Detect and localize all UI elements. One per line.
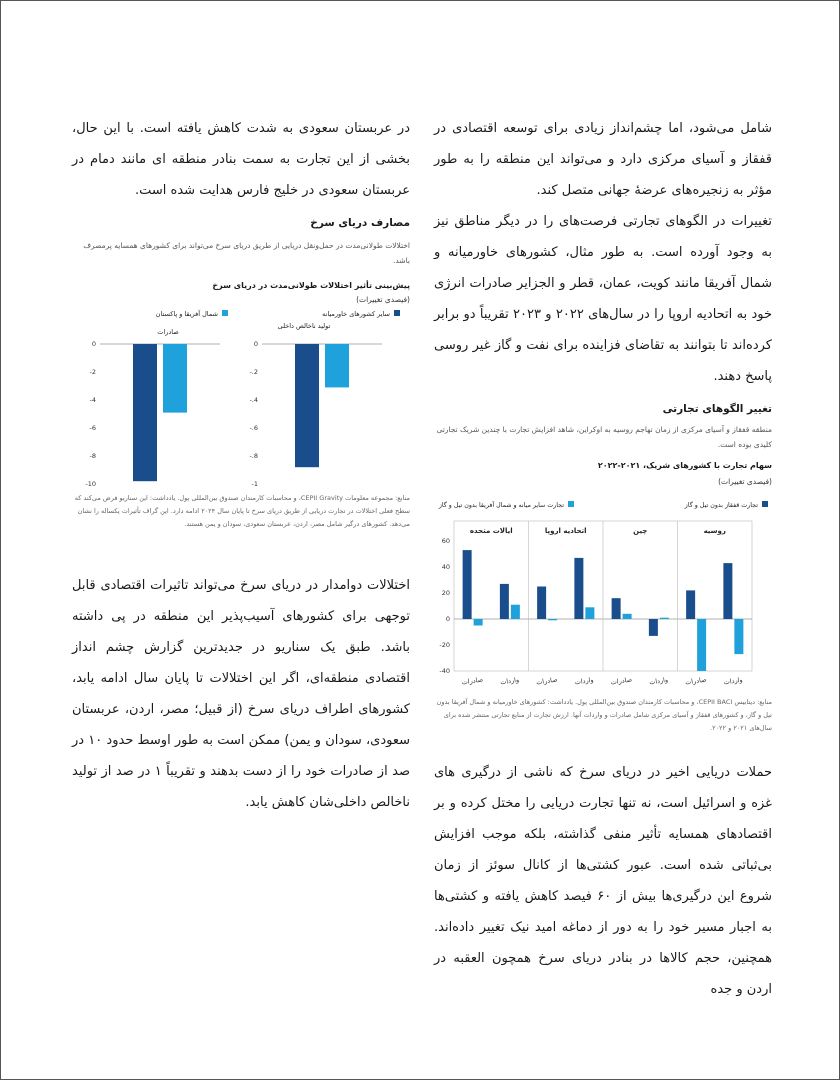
y-tick-label: -20: [439, 641, 450, 649]
y-tick-label: 60: [441, 537, 450, 545]
bar: [500, 584, 509, 619]
y-tick-label: -2: [89, 368, 96, 376]
y-tick-label: -.6: [249, 424, 258, 432]
legend-swatch: [394, 310, 400, 316]
x-tick-label: صادرات: [684, 675, 708, 687]
x-tick-label: صادرات: [461, 675, 484, 687]
x-tick-label: واردات: [499, 675, 520, 687]
y-tick-label: -10: [85, 480, 96, 488]
red-sea-figure-subtitle: اختلالات طولانی‌مدت در حمل‌ونقل دریایی از طریق دریای سرخ می‌تواند برای کشورهای همسایه پرمصرف باشد.: [83, 241, 410, 265]
x-tick-label: واردات: [648, 675, 669, 687]
paragraph-right-trade: تغییرات در الگوهای تجارتی فرصت‌های را در دیگر مناطق نیز به وجود آورده است. به طور مثال، کشورهای خاورمیانه و شمال آفریقا مانند کویت، عمان، قطر و الجزایر صادرات انرژی خود به اتحادیه اروپا را در سال‌های ۲۰۲۲ و ۲۰۲۳ تقریباً دو برابر کرده‌اند تا بتوانند به تقاضای فزاینده برای نفت و گاز غیر روسی پاسخ دهند.: [434, 214, 773, 384]
trade-figure-subtitle: منطقه قفقاز و آسیای مرکزی از زمان تهاجم روسیه به اوکراین، شاهد افزایش تجارت با چندین شریک تجارتی کلیدی بوده است.: [436, 425, 772, 449]
x-tick-label: واردات: [723, 675, 744, 687]
group-label: روسیه: [703, 527, 726, 535]
red-sea-chart-unit: (فیصدی تغییرات): [356, 295, 410, 304]
trade-chart-title: سهام تجارت با کشورهای شریک، ۲۰۲۱-۲۰۲۲: [597, 461, 772, 470]
bar: [697, 619, 706, 671]
paragraph-left-top: در عربستان سعودی به شدت کاهش یافته است. با این حال، بخشی از این تجارت به سمت بنادر منطقه ای مانند دمام در عربستان سعودی در خلیج فارس هدایت شده است.: [72, 121, 410, 198]
paragraph-right-top: شامل می‌شود، اما چشم‌انداز زیادی برای توسعه اقتصادی در قفقاز و آسیای مرکزی دارد و می‌تواند این منطقه را به طور مؤثر به زنجیره‌های عرضهٔ جهانی متصل کند.: [434, 121, 772, 198]
bar: [548, 619, 557, 620]
bar: [163, 344, 187, 413]
x-tick-label: صادرات: [610, 675, 633, 687]
y-tick-label: -.8: [249, 452, 258, 460]
group-label: چین: [633, 527, 648, 535]
trade-source-note: منابع: دیتابیس CEPII BACI، و محاسبات کارمندان صندوق بین‌المللی پول. یادداشت: کشورهای خاورمیانه و شمال آفریقا بدون تیل و گاز، و کشورهای قفقاز و آسیای مرکزی شامل صادرات و واردات آنها. ارزش تجارت از منابع تجارتی منتشر شده برای سال‌های ۲۰۲۱ و ۲۰۲۲.: [436, 698, 772, 732]
bar: [660, 618, 669, 619]
bar: [649, 619, 658, 636]
bar: [463, 550, 472, 619]
y-tick-label: -1: [251, 480, 258, 488]
y-tick-label: -40: [439, 667, 450, 675]
group-label: ایالات متحده: [469, 527, 513, 535]
legend-label: شمال آفریقا و پاکستان: [155, 310, 218, 318]
legend-swatch: [568, 501, 574, 507]
y-tick-label: 40: [441, 563, 450, 571]
y-tick-label: -.4: [249, 396, 258, 404]
red-sea-chart: [72, 306, 410, 494]
legend-swatch: [762, 501, 768, 507]
legend-label: تجارت قفقاز بدون تیل و گاز: [684, 502, 758, 509]
y-tick-label: 0: [445, 615, 450, 623]
bar: [734, 619, 743, 654]
bar: [585, 607, 594, 619]
panel-subtitle: صادرات: [157, 328, 179, 336]
bar: [474, 619, 483, 626]
y-tick-label: -.2: [249, 368, 258, 376]
bar: [623, 614, 632, 619]
legend-swatch: [222, 310, 228, 316]
bar: [612, 598, 621, 619]
y-tick-label: 0: [253, 340, 258, 348]
paragraph-left-mid: اختلالات دوامدار در دریای سرخ می‌تواند تاثیرات اقتصادی قابل توجهی برای کشورهای آسیب‌پذیر این منطقه در پی داشته باشد. طبق یک سناریو در جدیدترین گزارش چشم انداز اقتصادی منطقه‌ای، اگر این اختلالات تا پایان سال ادامه یابد، کشورهای اطراف دریای سرخ (از قبیل؛ مصر، اردن، عربستان سعودی، سودان و یمن) ممکن است به طور اوسط حدود ۱۰ در صد از صادرات خود را از دست بدهند و تقریباً ۱ در صد از تولید ناخالص داخلی‌شان کاهش یابد.: [72, 578, 411, 810]
bar: [537, 587, 546, 620]
red-sea-figure-title: مصارف دریای سرخ: [310, 217, 410, 229]
red-sea-source-note: منابع: مجموعه معلومات CEPII Gravity، و محاسبات کارمندان صندوق بین‌المللی پول. یادداشت: این سناریو فرض می‌کند که سطح فعلی اختلالات در تجارت دریایی از طریق دریای سرخ تا پایان سال ۲۰۲۴ ادامه دارد. این گراف تأثیرات یکساله را نشان می‌دهد. کشورهای درگیر شامل مصر، اردن، عربستان سعودی، سودان و یمن هستند.: [74, 494, 410, 528]
red-sea-chart-title: پیش‌بینی تأثیر اختلالات طولانی‌مدت در دریای سرخ: [212, 281, 410, 290]
group-label: اتحادیه اروپا: [544, 527, 587, 535]
bar: [325, 344, 349, 387]
y-tick-label: 0: [91, 340, 96, 348]
y-tick-label: -6: [89, 424, 96, 432]
y-tick-label: 20: [441, 589, 450, 597]
trade-chart-unit: (فیصدی تغییرات): [718, 477, 772, 486]
legend-label: تجارت سایر میانه و شمال آفریقا بدون تیل و گاز: [438, 502, 564, 509]
bar: [511, 605, 520, 619]
paragraph-right-bottom: حملات دریایی اخیر در دریای سرخ که ناشی از درگیری های غزه و اسرائیل است، نه تنها تجارت دریایی را مختل کرده و بر اقتصادهای همسایه تأثیر منفی گذاشته، بلکه موجب افزایش بی‌ثباتی شده است. عبور کشتی‌ها از کانال سوئز از زمان شروع این درگیری‌ها بیش از ۶۰ فیصد کاهش یافته و کشتی‌ها به اجبار مسیر خود را به دور از دماغه امید نیک تغییر داده‌اند. همچنین، حجم کالاها در بنادر دریای سرخ همچون العقبه در اردن و جده: [434, 765, 772, 997]
bar: [723, 563, 732, 619]
y-tick-label: -8: [89, 452, 96, 460]
panel-subtitle: تولید ناخالص داخلی: [277, 322, 331, 330]
y-tick-label: -4: [89, 396, 96, 404]
bar: [574, 558, 583, 619]
x-tick-label: صادرات: [535, 675, 559, 687]
bar: [686, 590, 695, 619]
trade-chart: [434, 495, 772, 695]
x-tick-label: واردات: [574, 675, 595, 687]
legend-label: سایر کشورهای خاورمیانه: [322, 310, 390, 318]
trade-figure-title: تغییر الگوهای تجارتی: [662, 403, 772, 415]
bar: [295, 344, 319, 467]
bar: [133, 344, 157, 481]
